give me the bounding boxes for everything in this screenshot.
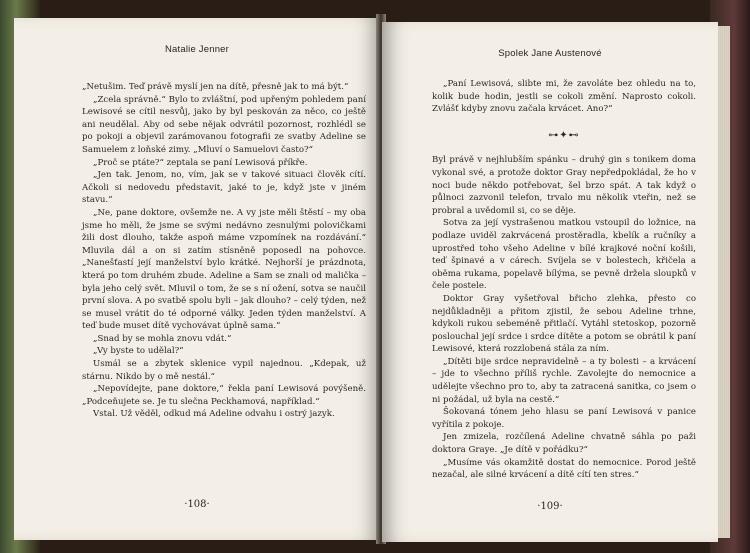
paragraph: Vstal. Už věděl, odkud má Adeline odvahu i ostrý jazyk.	[93, 409, 335, 420]
paragraph: „Dítěti bije srdce nepravidelně – a ty bolesti – a krvácení – jde to všechno příliš rychle. Zavolejte do nemocnice a udělejte všechno pro to, aby ta zatracená sanitka, co jsem o ni požádal, už byla na cestě.“	[432, 356, 696, 405]
paragraph: „Proč se ptáte?“ zeptala se paní Lewisová příkře.	[93, 157, 308, 168]
running-head-left: Natalie Jenner	[164, 44, 230, 55]
paragraph: „Paní Lewisová, slibte mi, že zavoláte bez ohledu na to, kolik bude hodin, jestli se cokoli změní. Naprosto cokoli. Zvlášť kdyby znovu začala krvácet. Ano?“	[432, 79, 696, 115]
paragraph: „Musíme vás okamžitě dostat do nemocnice. Porod ještě nezačal, ale silné krvácení a dítě cítí ten stres.“	[432, 457, 696, 481]
running-head-right: Spolek Jane Austenové	[498, 48, 602, 59]
right-page	[382, 22, 718, 542]
paragraph: „Netušim. Teď právě myslí jen na dítě, přesně jak to má být.“	[82, 82, 349, 92]
page-edges	[718, 26, 730, 538]
paragraph: „Ne, pane doktore, ovšemže ne. A vy jste měli štěstí – my oba jsme ho měli, že jsme se svými nedávno zesnulými polovičkami žili dost dlouho, takže aspoň máme vzpomínek na rozdávání.“ Mluvila dál a on si zatím stísněně poposedl na pohovce. „Nanešťastí její manželství bylo krátké. Nejhorší je prázdnota, která po tom druhém zbude. Adeline a Sam se znali od malička – byla jeho celý svět. Mluvil o tom, že se s ní ožení, sotva se naučil první slova. A po svatbě spolu byli – jak dlouho? – celý týden, než se musel vrátit do té odporné války. Jeden týden manželství. A teď bude muset dítě vychovávat úplně sama.“	[82, 207, 366, 332]
paragraph: Jen zmizela, rozčílená Adeline chvatně sáhla po paži doktora Graye. „Je dítě v pořádku?“	[432, 432, 696, 456]
paragraph: Doktor Gray vyšetřoval břicho zlehka, přesto co nejdůkladněji a přitom zjistil, že sebou Adeline trhne, kdykoli rukou sebeméně přitlačí. Vytáhl stetoskop, pozorně poslouchal její srdce i srdce dítěte a potom se obrátil k paní Lewisové, která rozzlobená stála za ním.	[432, 293, 696, 355]
paragraph: „Snad by se mohla znovu vdát.“	[93, 333, 232, 344]
paragraph: „Vy byste to udělal?“	[93, 346, 184, 357]
paragraph: Usmál se a zbytek sklenice vypil najednou. „Kdepak, už stárnu. Nikdo by o mě nestál.“	[82, 359, 366, 382]
left-page	[14, 18, 380, 540]
paragraph: „Nepovídejte, pane doktore,“ řekla paní Lewisová povýšeně. „Podceňujete se. Je tu slečna Peckhamová, například.“	[82, 384, 366, 407]
right-page-text	[432, 78, 696, 482]
paragraph: Byl právě v nejhlubším spánku – druhý gin s tonikem doma vykonal své, a protože doktor Gray nepředpokládal, že ho v noci bude někdo potřebovat, šel brzo spát. A tak když o půlnoci zazvonil telefon, trvalo mu několik vteřin, než se probral a uvědomil si, co se děje.	[432, 155, 696, 216]
left-page-text	[82, 81, 366, 421]
section-ornament-icon: ⊶✦⊷	[548, 129, 580, 141]
paragraph: „Zcela správně.“ Bylo to zvláštní, pod upřeným pohledem paní Lewisové se cítil nesvůj, jako by byl peskován za něco, co ještě ani neudělal. Aby od sebe nějak odvrátil pozornost, rozhlédl se po pokoji a objevil zarámovanou fotografii ze svatby Adeline se Samuelem z loňské zimy. „Mluví o Samuelovi často?“	[82, 94, 366, 155]
paragraph: „Jen tak. Jenom, no, vím, jak se v takové situaci člověk cítí. Ačkoli si nedovedu představit, jaké to je, když jste v jiném stavu.“	[82, 170, 366, 206]
paragraph: Sotva za její vystrašenou matkou vstoupil do ložnice, na podlaze uviděl zakrvácená prostěradla, kbelík a ručníky a uprostřed toho všeho Adeline v bílé krajkové noční košili, teď špinavé a v cárech. Svíjela se v bolestech, křičela a oběma rukama, popelavě bílýma, se pevně držela sloupků v čele postele.	[432, 218, 696, 292]
paragraph: Šokovaná tónem jeho hlasu se paní Lewisová v panice vyřítila z pokoje.	[432, 407, 696, 430]
page-number-left: ·108·	[184, 499, 210, 510]
page-number-right: ·109·	[537, 501, 563, 512]
